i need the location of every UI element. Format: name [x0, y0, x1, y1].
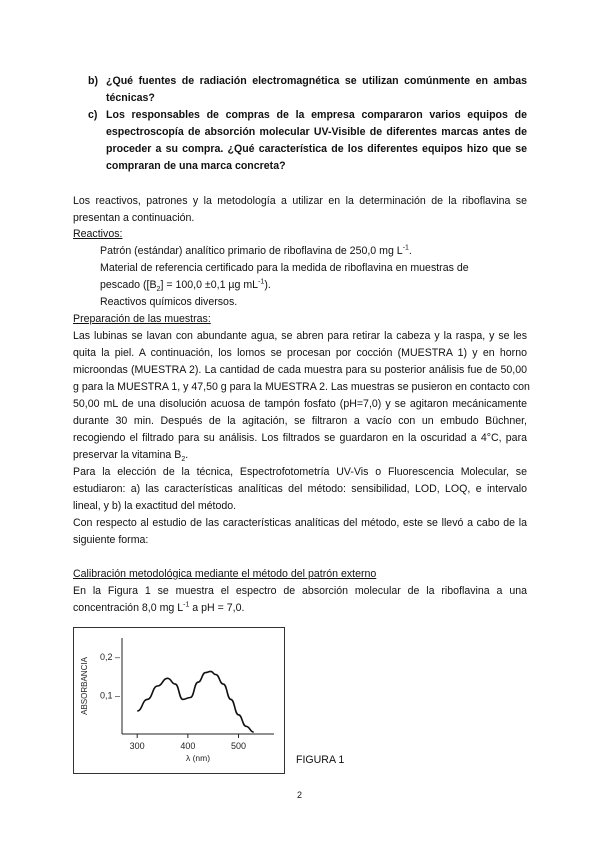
intro-line-2: presentan a continuación. — [73, 212, 195, 224]
reactivo-material-line-2 — [100, 278, 271, 294]
calibracion-line-2 — [73, 602, 244, 614]
x-axis-label: λ (nm) — [185, 753, 211, 763]
preparacion-line-1: Las lubinas se lavan con abundante agua, se abren para retirar la cabeza y la raspa, y se les — [73, 330, 527, 342]
preparacion-heading: Preparación de las muestras: — [73, 313, 211, 325]
reactivo-material-mid: ] = 100,0 ±0,1 µg mL — [160, 279, 259, 291]
calibracion-line-1: En la Figura 1 se muestra el espectro de absorción molecular de la riboflavina a una — [73, 585, 527, 597]
y-tick-label: 0,2 – — [99, 652, 120, 663]
eleccion-line-1: Para la elección de la técnica, Espectrofotometría UV-Vis o Fluorescencia Molecular, se — [73, 466, 527, 478]
series-line-riboflavina — [137, 671, 254, 732]
calibracion-heading: Calibración metodológica mediante el método del patrón externo — [73, 568, 377, 580]
reactivo-material-sub: 2 — [156, 286, 161, 294]
calibracion-line-2-text: concentración 8,0 mg L — [73, 602, 184, 614]
y-axis-label: ABSORBANCIA — [80, 657, 89, 715]
question-c-label: c) — [88, 109, 98, 121]
question-b-line-1: ¿Qué fuentes de radiación electromagnética se utilizan comúnmente en ambas — [106, 75, 527, 87]
preparacion-last-sub: 2 — [181, 456, 186, 464]
question-c-line-4: compraran de una marca concreta? — [106, 160, 286, 172]
respecto-line-2: siguiente forma: — [73, 534, 149, 546]
respecto-line-1: Con respecto al estudio de las características analíticas del método, este se llevó a cabo de la — [73, 517, 527, 529]
preparacion-line-8 — [73, 449, 189, 464]
preparacion-line-2: quita la piel. A continuación, los lomos se procesan por cocción (MUESTRA 1) y en horno — [73, 347, 527, 359]
reactivo-material-end: ). — [264, 279, 271, 291]
figure-caption: FIGURA 1 — [296, 754, 345, 766]
calibracion-line-2-sup: -1 — [183, 601, 190, 609]
reactivo-material-sup: -1 — [258, 278, 265, 286]
intro-line-1: Los reactivos, patrones y la metodología a utilizar en la determinación de la riboflavina se — [73, 195, 527, 207]
reactivo-patron-sup: -1 — [402, 244, 409, 252]
preparacion-line-4: g para la MUESTRA 1, y 47,50 g para la MUESTRA 2. Las muestras se pusieron en contacto con — [73, 381, 530, 393]
calibracion-line-2-end: a pH = 7,0. — [189, 602, 245, 614]
reactivo-quimicos: Reactivos químicos diversos. — [100, 296, 238, 308]
reactivo-material-pre: pescado ([B — [100, 279, 157, 291]
reactivo-patron-end: . — [408, 245, 412, 257]
preparacion-last-end: . — [185, 449, 189, 461]
y-tick-label: 0,1 – — [99, 690, 120, 701]
page-number: 2 — [297, 790, 303, 800]
eleccion-line-3: lineal, y b) la exactitud del método. — [73, 500, 237, 512]
question-b-label: b) — [88, 75, 98, 87]
reactivo-material-line-1: Material de referencia certificado para la medida de riboflavina en muestras de — [100, 262, 469, 274]
x-tick-label: 400 — [180, 741, 196, 751]
figure-1-frame — [73, 627, 285, 774]
question-c-line-1: Los responsables de compras de la empresa compararon varios equipos de — [106, 109, 527, 121]
x-tick-label: 500 — [231, 741, 247, 751]
preparacion-line-7: recogiendo el filtrado para su análisis. Los filtrados se guardaron en la oscuridad a 4°C, para — [73, 432, 527, 444]
eleccion-line-2: estudiaron: a) las características analíticas del método: sensibilidad, LOD, LOQ, e intervalo — [73, 483, 527, 495]
preparacion-line-6: durante 30 min. Después de la agitación, se filtraron a vacío con un embudo Büchner, — [73, 415, 527, 427]
reactivos-heading: Reactivos: — [73, 228, 123, 240]
reactivo-patron — [100, 245, 412, 257]
x-tick-label: 300 — [129, 741, 145, 751]
reactivo-patron-text: Patrón (estándar) analítico primario de riboflavina de 250,0 mg L — [100, 245, 403, 257]
question-c-line-3: proceder a su compra. ¿Qué característica de los diferentes equipos hizo que se — [106, 143, 527, 155]
preparacion-line-5: 50,00 mL de una disolución acuosa de tampón fosfato (pH=7,0) y se agitaron mecánicamente — [73, 398, 527, 410]
question-c-line-2: espectroscopía de absorción molecular UV-Visible de diferentes marcas antes de — [106, 126, 527, 138]
preparacion-line-3: microondas (MUESTRA 2). La cantidad de cada muestra para su posterior análisis fue de 50,00 — [73, 364, 527, 376]
question-b-line-2: técnicas? — [106, 92, 155, 104]
absorption-spectrum-chart — [74, 628, 284, 773]
preparacion-last-text: preservar la vitamina B — [73, 449, 182, 461]
